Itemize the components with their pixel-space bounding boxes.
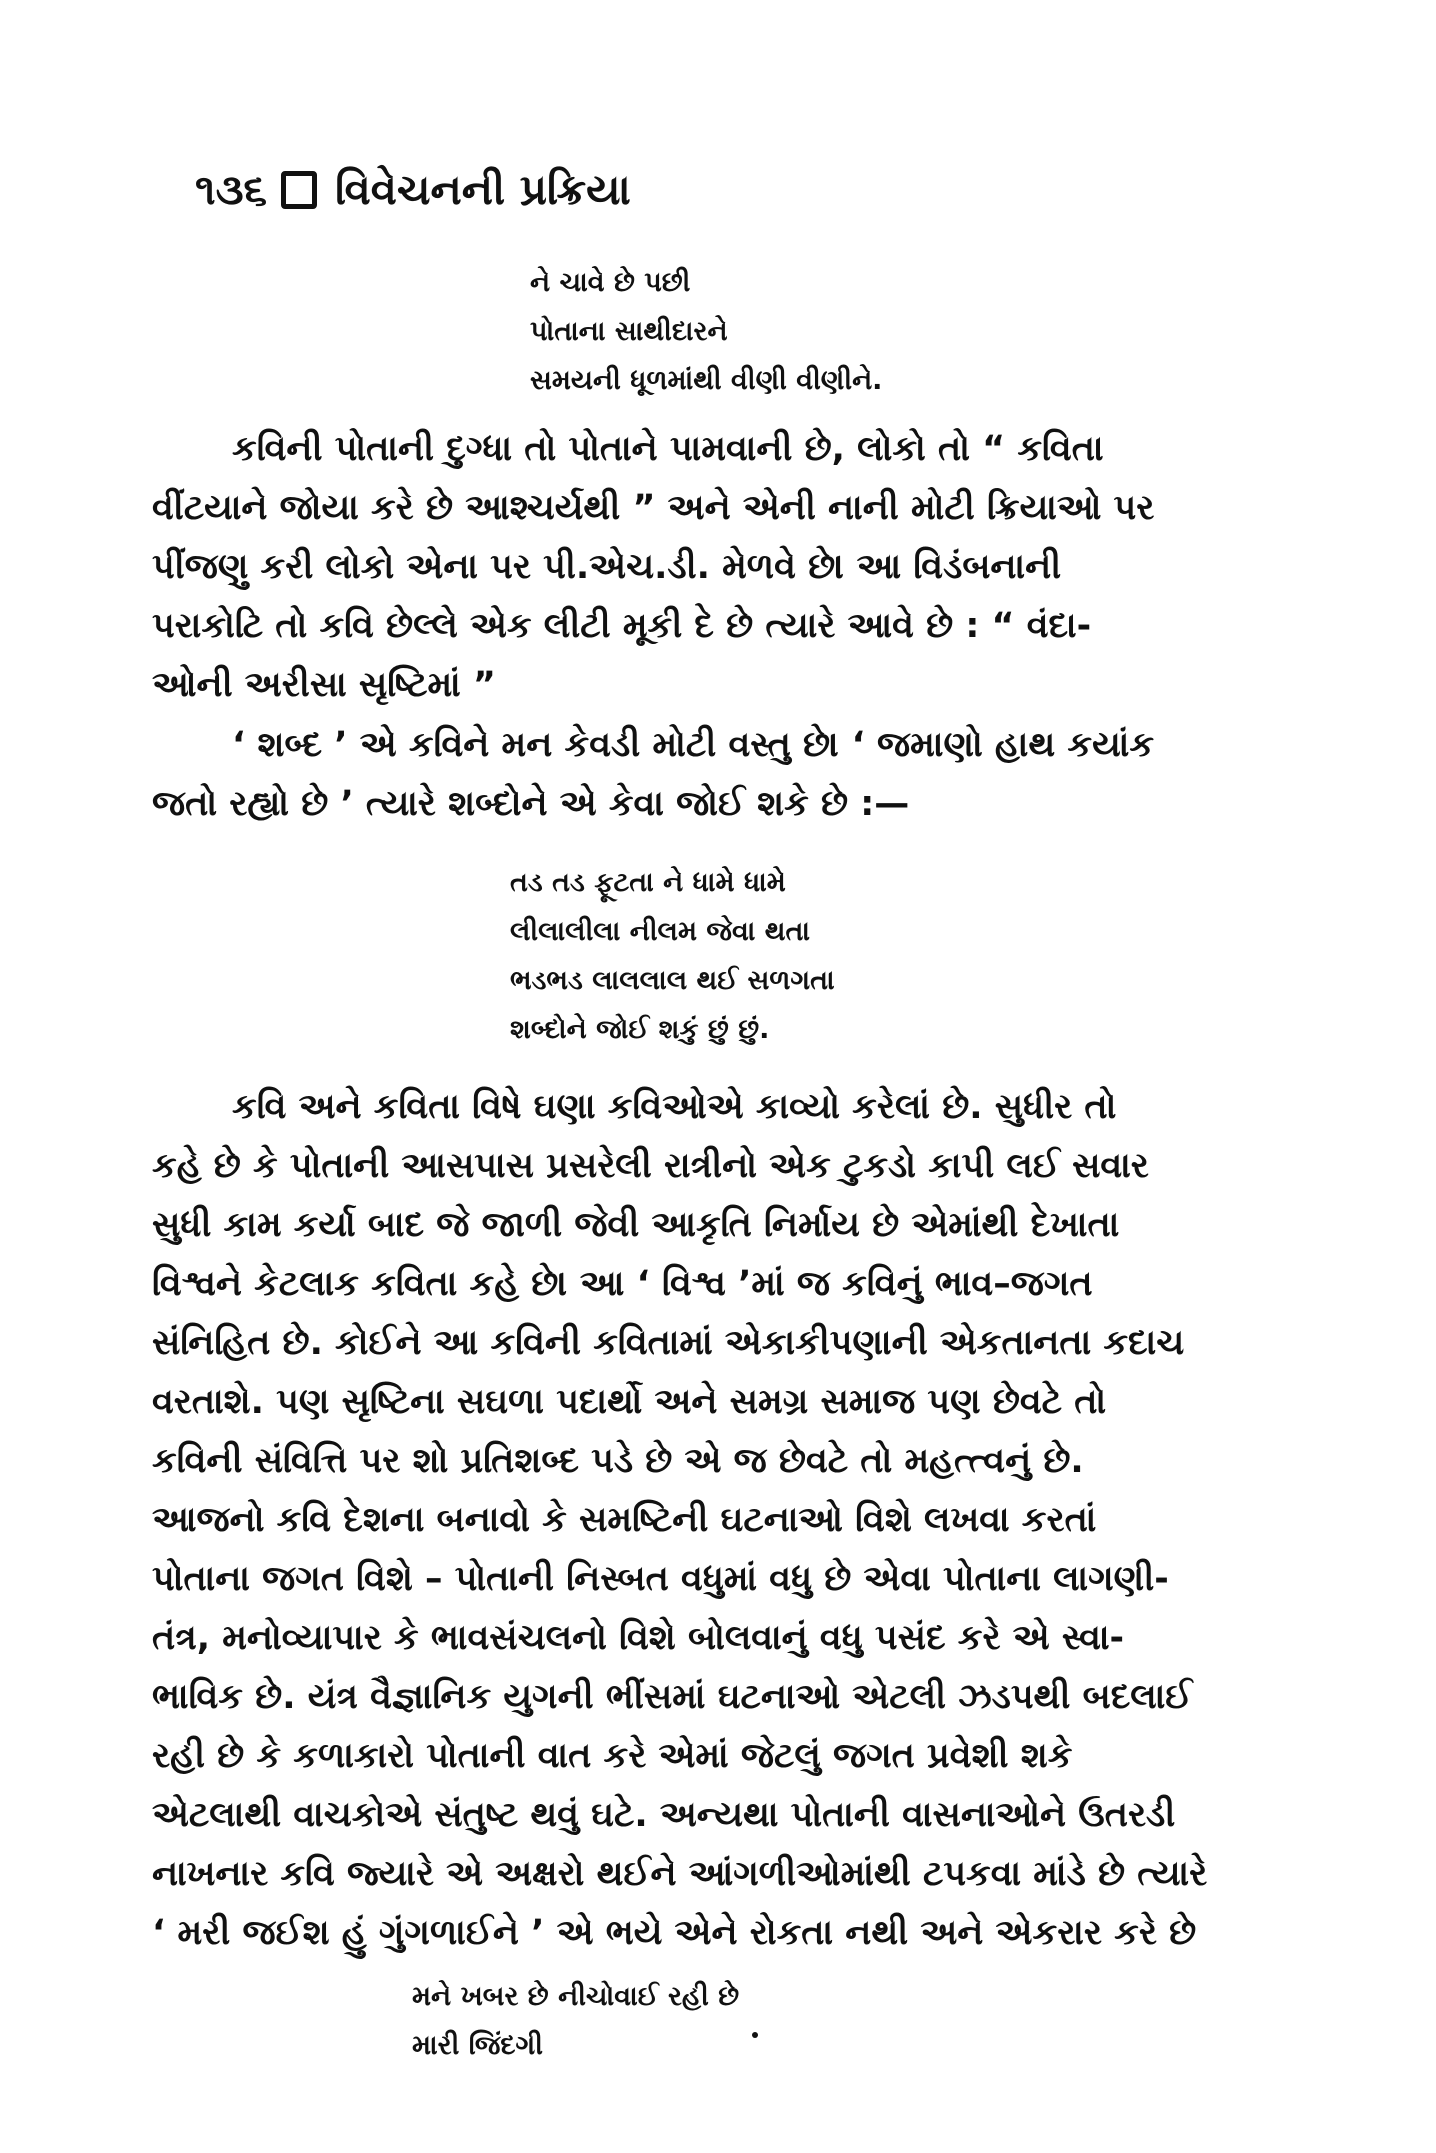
text-line: કહે છે કે પોતાની આસપાસ પ્રસરેલી રાત્રીનો એક ટુકડો કાપી લઈ સવાર xyxy=(152,1146,1149,1186)
verse-line: પોતાના સાથીદારને xyxy=(530,316,728,347)
text-line: કવિની સંવિત્તિ પર શો પ્રતિશબ્દ પડે છે એ જ છેવટે તો મહત્ત્વનું છે. xyxy=(152,1441,1084,1481)
text-line: નાખનાર કવિ જ્યારે એ અક્ષરો થઈને આંગળીઓમાંથી ટપકવા માંડે છે ત્યારે xyxy=(152,1854,1208,1894)
verse-line: મને ખબર છે નીચોવાઈ રહી છે xyxy=(412,1981,740,2012)
verse-line: ભડભડ લાલલાલ થઈ સળગતા xyxy=(510,965,835,996)
text-line: વિશ્વને કેટલાક કવિતા કહે છે। આ ‘ વિશ્વ ’માં જ કવિનું ભાવ–જગત xyxy=(152,1264,1093,1304)
paragraph-1 xyxy=(152,420,1292,715)
text-line: વરતાશે. પણ સૃષ્ટિના સઘળા પદાર્થો અને સમગ્ર સમાજ પણ છેવટે તો xyxy=(152,1382,1107,1422)
verse-block-2 xyxy=(510,858,835,1054)
page-number: ૧૩૬ xyxy=(195,165,268,214)
text-line: ‘ શબ્દ ’ એ કવિને મન કેવડી મોટી વસ્તુ છે। ‘ જમાણો હાથ કયાંક xyxy=(232,725,1155,765)
square-box-icon xyxy=(281,171,317,209)
paragraph-2 xyxy=(152,716,1292,834)
chapter-title: વિવેચનની પ્રક્રિયા xyxy=(335,165,631,214)
ink-speck xyxy=(752,2032,758,2038)
text-line: જતો રહ્યો છે ’ ત્યારે શબ્દોને એ કેવા જોઈ શકે છે :— xyxy=(152,784,910,824)
page-header xyxy=(195,160,631,220)
text-line: ઓની અરીસા સૃષ્ટિમાં ” xyxy=(152,665,496,705)
verse-line: ને ચાવે છે પછી xyxy=(530,267,691,298)
text-line: કવિ અને કવિતા વિષે ઘણા કવિઓએ કાવ્યો કરેલાં છે. સુધીર તો xyxy=(232,1087,1117,1127)
text-line: ‘ મરી જઈશ હું ગુંગળાઈને ’ એ ભયે એને રોકતા નથી અને એકરાર કરે છે xyxy=(152,1913,1197,1953)
verse-line: સમયની ધૂળમાંથી વીણી વીણીને. xyxy=(530,365,883,396)
paragraph-3 xyxy=(152,1078,1292,1963)
text-line: એટલાથી વાચકોએ સંતુષ્ટ થવું ઘટે. અન્યથા પોતાની વાસનાઓને ઉતરડી xyxy=(152,1795,1176,1835)
text-line: સંનિહિત છે. કોઈને આ કવિની કવિતામાં એકાકીપણાની એકતાનતા કદાચ xyxy=(152,1323,1185,1363)
text-line: સુધી કામ કર્યા બાદ જે જાળી જેવી આકૃતિ નિર્માય છે એમાંથી દેખાતા xyxy=(152,1205,1120,1245)
text-line: ભાવિક છે. યંત્ર વૈજ્ઞાનિક યુગની ભીંસમાં ઘટનાઓ એટલી ઝડપથી બદલાઈ xyxy=(152,1677,1193,1717)
text-line: આજનો કવિ દેશના બનાવો કે સમષ્ટિની ઘટનાઓ વિશે લખવા કરતાં xyxy=(152,1500,1097,1540)
text-line: તંત્ર, મનોવ્યાપાર કે ભાવસંચલનો વિશે બોલવાનું વધુ પસંદ કરે એ સ્વા- xyxy=(152,1618,1125,1658)
text-line: કવિની પોતાની દુગ્ધા તો પોતાને પામવાની છે, લોકો તો “ કવિતા xyxy=(232,429,1104,469)
text-line: રહી છે કે કળાકારો પોતાની વાત કરે એમાં જેટલું જગત પ્રવેશી શકે xyxy=(152,1736,1073,1776)
text-line: પીંજણુ કરી લોકો એના પર પી.એચ.ડી. મેળવે છે। આ વિડંબનાની xyxy=(152,547,1062,587)
text-line: પરાકોટિ તો કવિ છેલ્લે એક લીટી મૂકી દે છે ત્યારે આવે છે : “ વંદા- xyxy=(152,606,1092,646)
verse-line: લીલાલીલા નીલમ જેવા થતા xyxy=(510,916,811,947)
text-line: પોતાના જગત વિશે – પોતાની નિસ્બત વધુમાં વધુ છે એવા પોતાના લાગણી- xyxy=(152,1559,1169,1599)
verse-line: શબ્દોને જોઈ શકું છું છું. xyxy=(510,1014,770,1045)
text-line: વીંટયાને જોયા કરે છે આશ્ચર્યથી ” અને એની નાની મોટી ક્રિયાઓ પર xyxy=(152,488,1155,528)
verse-block-1 xyxy=(530,258,882,405)
verse-line: મારી જિંદગી xyxy=(412,2030,543,2061)
verse-line: તડ તડ ફૂટતા ને ધામે ધામે xyxy=(510,867,786,898)
verse-block-3 xyxy=(412,1972,739,2070)
